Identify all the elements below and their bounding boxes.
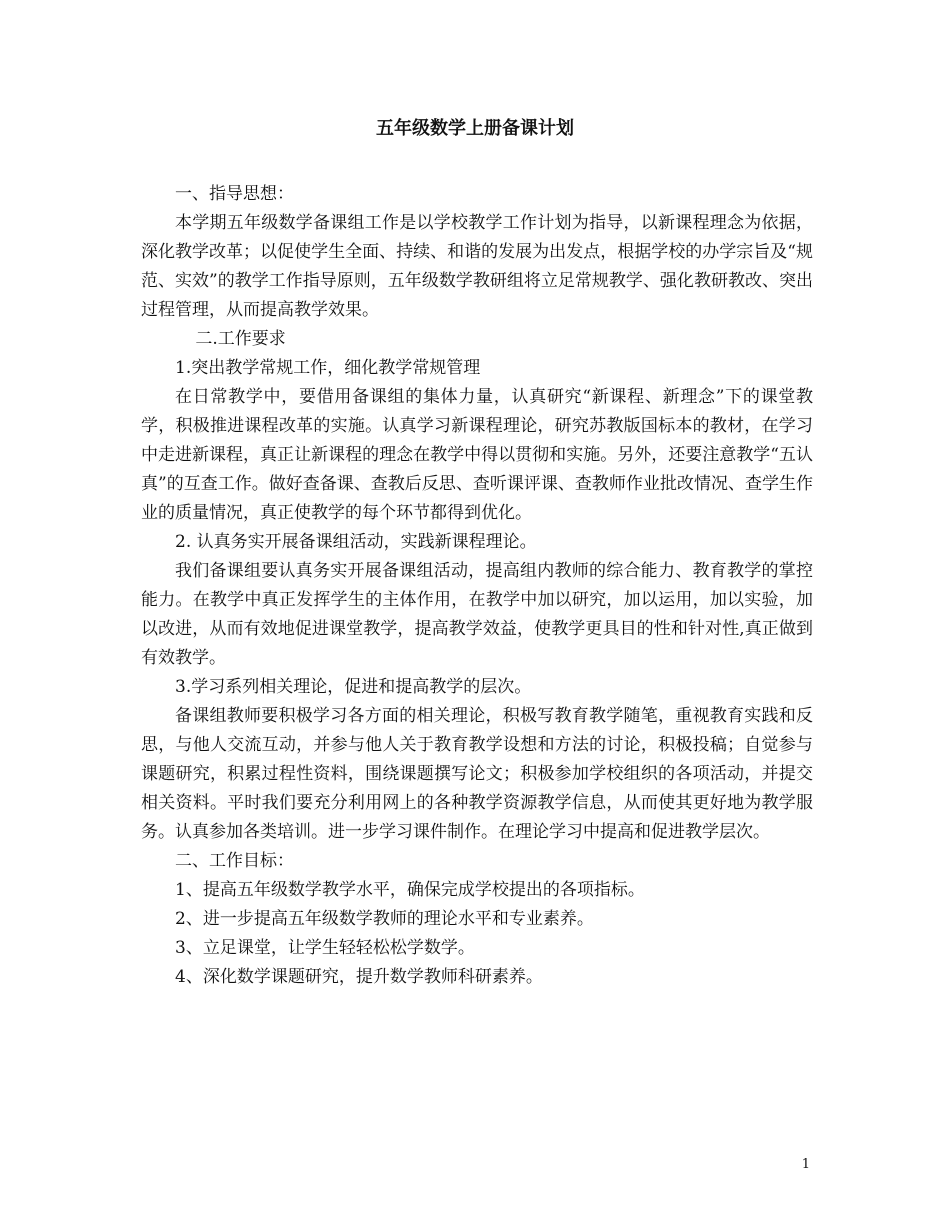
- paragraph-requirement-2: 我们备课组要认真务实开展备课组活动，提高组内教师的综合能力、教育教学的掌控能力。在教学中真正发挥学生的主体作用，在教学中加以研究，加以运用，加以实验，加以改进，从而有效地促进课堂教学，提高教学效益，使教学更具目的性和针对性,真正做到有效教学。: [141, 561, 813, 668]
- subheading-requirement-2: 2. 认真务实开展备课组活动，实践新课程理论。: [175, 532, 537, 552]
- goal-item-1: 1、提高五年级数学教学水平，确保完成学校提出的各项指标。: [175, 880, 645, 900]
- goal-item-4: 4、深化数学课题研究，提升数学教师科研素养。: [175, 967, 543, 987]
- section-heading-guiding-thought: 一、指导思想：: [175, 184, 294, 204]
- document-title: 五年级数学上册备课计划: [376, 118, 574, 139]
- section-heading-work-requirements: 二.工作要求: [195, 329, 286, 349]
- subheading-requirement-1: 1.突出教学常规工作，细化教学常规管理: [175, 358, 481, 378]
- paragraph-requirement-1: 在日常教学中，要借用备课组的集体力量，认真研究“新课程、新理念”下的课堂教学，积极推进课程改革的实施。认真学习新课程理论，研究苏教版国标本的教材，在学习中走进新课程，真正让新课程的理念在教学中得以贯彻和实施。另外，还要注意教学“五认真”的互查工作。做好查备课、查教后反思、查听课评课、查教师作业批改情况、查学生作业的质量情况，真正使教学的每个环节都得到优化。: [141, 387, 813, 523]
- subheading-requirement-3: 3.学习系列相关理论，促进和提高教学的层次。: [175, 677, 532, 697]
- paragraph-requirement-3: 备课组教师要积极学习各方面的相关理论，积极写教育教学随笔，重视教育实践和反思，与他人交流互动，并参与他人关于教育教学设想和方法的讨论，积极投稿；自觉参与课题研究，积累过程性资料，围绕课题撰写论文；积极参加学校组织的各项活动，并提交相关资料。平时我们要充分利用网上的各种教学资源教学信息，从而使其更好地为教学服务。认真参加各类培训。进一步学习课件制作。在理论学习中提高和促进教学层次。: [141, 706, 813, 842]
- document-body: [141, 180, 813, 992]
- goal-item-3: 3、立足课堂，让学生轻轻松松学数学。: [175, 938, 475, 958]
- page-number: 1: [801, 1157, 810, 1172]
- section-heading-work-goals: 二、工作目标：: [175, 851, 294, 871]
- goal-item-2: 2、进一步提高五年级数学教师的理论水平和专业素养。: [175, 909, 594, 929]
- paragraph-guiding-thought: 本学期五年级数学备课组工作是以学校教学工作计划为指导，以新课程理念为依据，深化教学改革；以促使学生全面、持续、和谐的发展为出发点，根据学校的办学宗旨及“规范、实效”的教学工作指导原则，五年级数学教研组将立足常规教学、强化教研教改、突出过程管理，从而提高教学效果。: [141, 213, 813, 320]
